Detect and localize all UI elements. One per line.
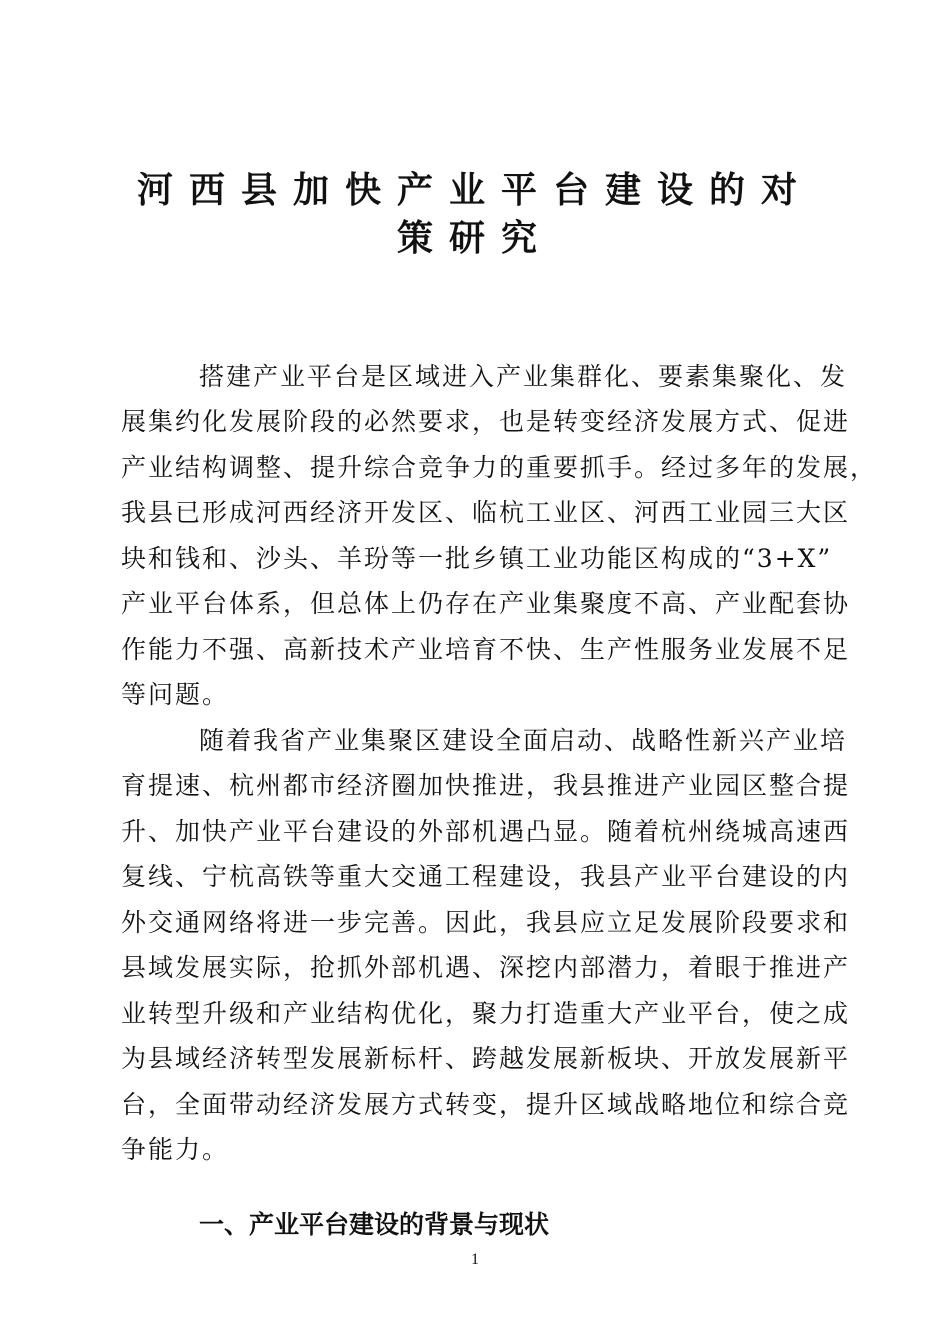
paragraph-line: 等问题。 bbox=[121, 680, 230, 709]
paragraph-line: 升、加快产业平台建设的外部机遇凸显。随着杭州绕城高速西 bbox=[121, 817, 851, 846]
document-title-line-2: 策研究 bbox=[396, 217, 553, 259]
section-heading: 一、产业平台建设的背景与现状 bbox=[199, 1210, 550, 1239]
document-title-line-1: 河西县加快产业平台建设的对 bbox=[136, 169, 813, 211]
paragraph-line: 产业平台体系，但总体上仍存在产业集聚度不高、产业配套协 bbox=[121, 589, 851, 618]
paragraph-line: 产业结构调整、提升综合竞争力的重要抓手。经过多年的发展， bbox=[121, 453, 878, 482]
paragraph-line: 外交通网络将进一步完善。因此，我县应立足发展阶段要求和 bbox=[121, 908, 851, 937]
paragraph-line: 展集约化发展阶段的必然要求，也是转变经济发展方式、促进 bbox=[121, 407, 851, 436]
paragraph-line: 县域发展实际，抢抓外部机遇、深挖内部潜力，着眼于推进产 bbox=[121, 953, 851, 982]
page-number: 1 bbox=[471, 1251, 479, 1268]
paragraph-line: 我县已形成河西经济开发区、临杭工业区、河西工业园三大区 bbox=[121, 498, 851, 527]
paragraph-line: 随着我省产业集聚区建设全面启动、战略性新兴产业培 bbox=[199, 726, 848, 755]
paragraph-line: 争能力。 bbox=[121, 1135, 230, 1164]
paragraph-line: 为县域经济转型发展新标杆、跨越发展新板块、开放发展新平 bbox=[121, 1044, 851, 1073]
paragraph-line: 台，全面带动经济发展方式转变，提升区域战略地位和综合竞 bbox=[121, 1090, 851, 1119]
paragraph-line: 块和钱和、沙头、羊玢等一批乡镇工业功能区构成的“3+X” bbox=[121, 544, 833, 573]
paragraph-line: 育提速、杭州都市经济圈加快推进，我县推进产业园区整合提 bbox=[121, 771, 851, 800]
paragraph-line: 业转型升级和产业结构优化，聚力打造重大产业平台，使之成 bbox=[121, 999, 851, 1028]
paragraph-line: 作能力不强、高新技术产业培育不快、生产性服务业发展不足 bbox=[121, 635, 851, 664]
paragraph-line: 复线、宁杭高铁等重大交通工程建设，我县产业平台建设的内 bbox=[121, 862, 851, 891]
paragraph-line: 搭建产业平台是区域进入产业集群化、要素集聚化、发 bbox=[199, 362, 848, 391]
